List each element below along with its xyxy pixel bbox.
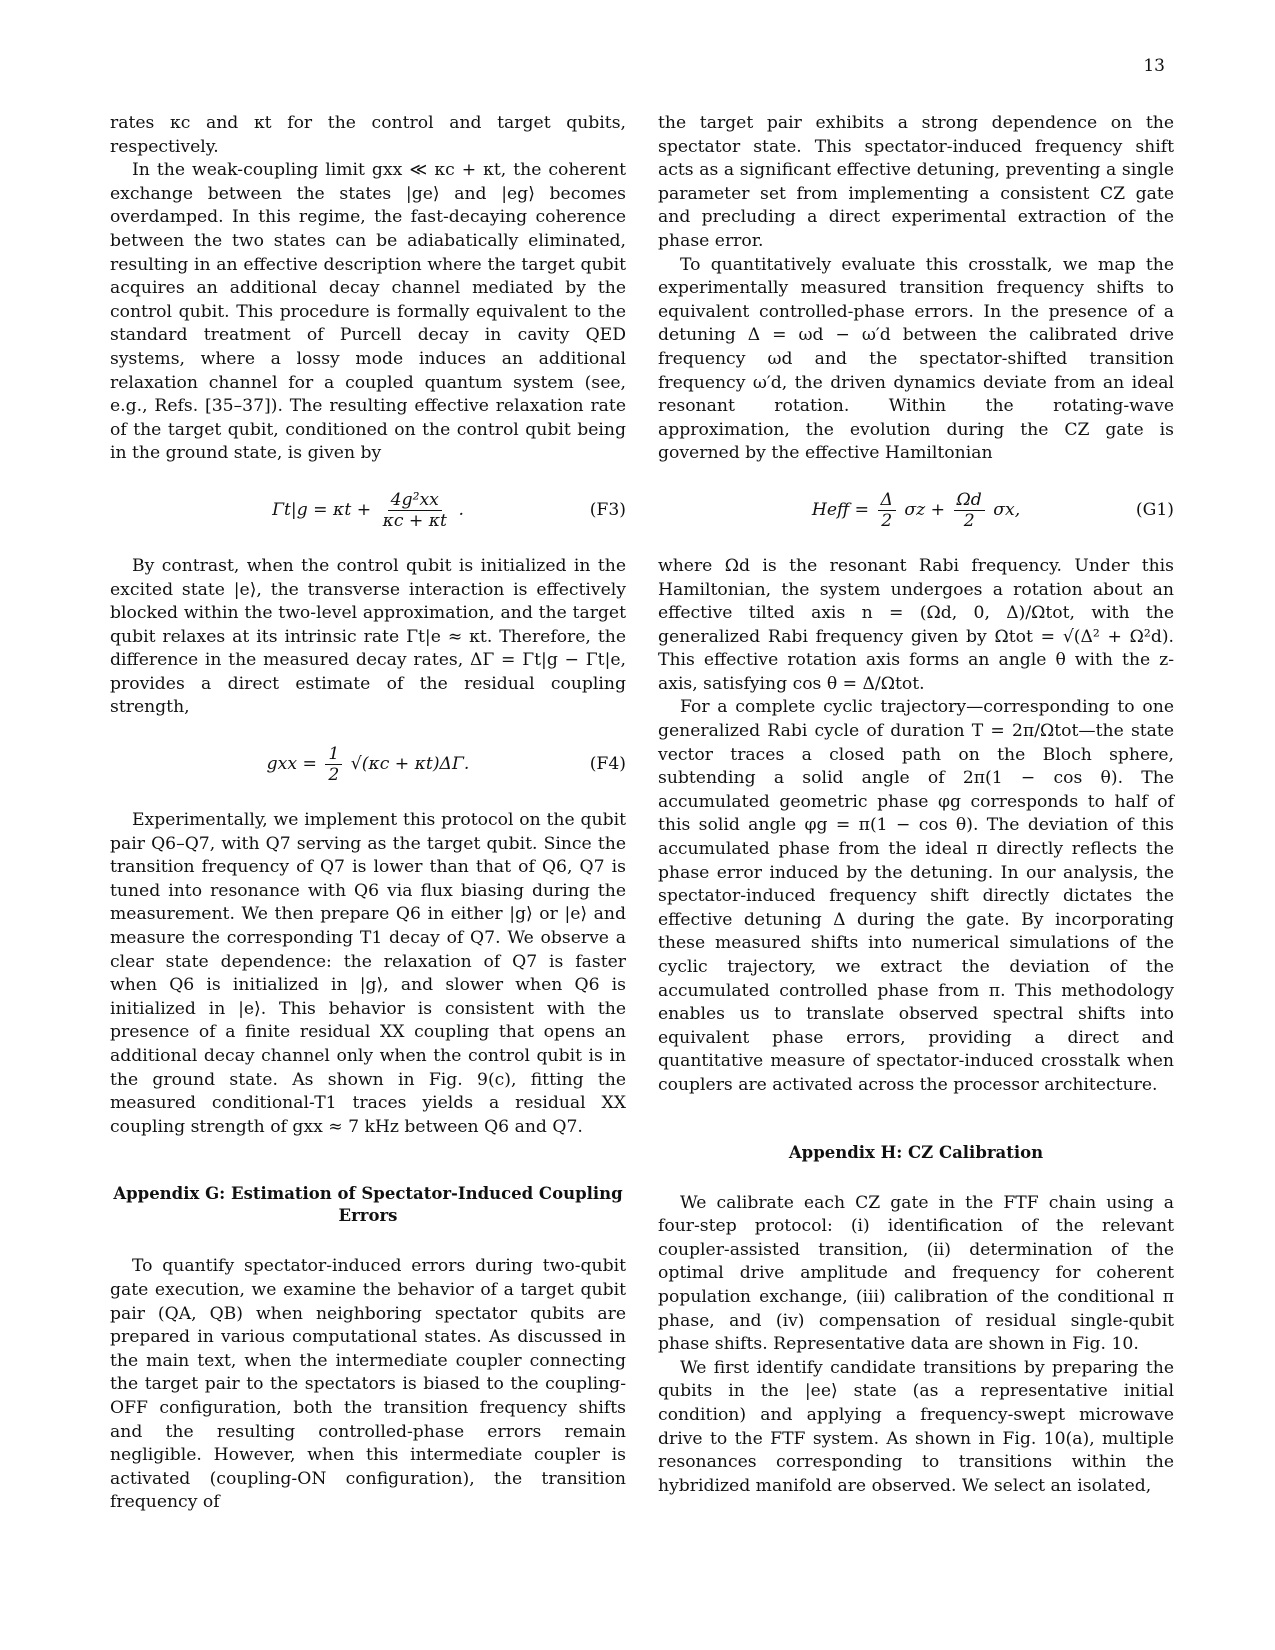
equation-number: (F3) xyxy=(589,499,626,520)
equation-middle: σz + xyxy=(904,499,946,520)
fraction xyxy=(878,490,896,531)
fraction xyxy=(954,490,985,531)
equation-body xyxy=(812,490,1020,531)
page-number: 13 xyxy=(1143,56,1165,76)
equation-tail: √(κc + κt)ΔΓ. xyxy=(350,754,470,775)
paragraph: the target pair exhibits a strong dependence on the spectator state. This spectator-induced frequency shift acts as a significant effective detuning, preventing a single parameter set from implementing a consistent CZ gate and precluding a direct experimental extraction of the phase error. xyxy=(658,113,1174,251)
paragraph: where Ωd is the resonant Rabi frequency. Under this Hamiltonian, the system undergoes a rotation about an effective tilted axis n = (Ωd, 0, Δ)/Ωtot, with the generalized Rabi frequency given by Ωtot = √(Δ² + Ω²d). This effective rotation axis forms an angle θ with the z-axis, satisfying cos θ = Δ/Ωtot. xyxy=(658,555,1174,694)
fraction-denominator: κc + κt xyxy=(382,510,447,531)
fraction-denominator: 2 xyxy=(963,510,975,531)
equation-lhs: Heff = xyxy=(811,499,870,520)
fraction xyxy=(325,744,342,785)
paragraph: Experimentally, we implement this protocol on the qubit pair Q6–Q7, with Q7 serving as the target qubit. Since the transition frequency of Q7 is lower than that of Q6, Q7 is tuned into resonance with Q6 via flux biasing during the measurement. We then prepare Q6 in either |g⟩ or |e⟩ and measure the corresponding T1 decay of Q7. We observe a clear state dependence: the relaxation of Q7 is faster when Q6 is initialized in |g⟩, and slower when Q6 is initialized in |e⟩. This behavior is consistent with the presence of a finite residual XX coupling that opens an additional decay channel only when the control qubit is in the ground state. As shown in Fig. 9(c), fitting the measured conditional-T1 traces yields a residual XX coupling strength of gxx ≈ 7 kHz between Q6 and Q7. xyxy=(110,810,626,1137)
equation-g1 xyxy=(658,490,1174,531)
left-column xyxy=(110,112,626,1515)
paragraph: We first identify candidate transitions by preparing the qubits in the |ee⟩ state (as a representative initial condition) and applying a frequency-swept microwave drive to the FTF system. As shown in Fig. 10(a), multiple resonances corresponding to transitions within the hybridized manifold are observed. We select an isolated, xyxy=(658,1357,1174,1496)
section-title-appendix-h: Appendix H: CZ Calibration xyxy=(788,1142,1044,1162)
paragraph: rates κc and κt for the control and target qubits, respectively. xyxy=(110,113,626,157)
equation-tail: . xyxy=(458,499,464,520)
equation-f4 xyxy=(110,744,626,785)
equation-lhs: Γt|g = κt + xyxy=(272,499,372,520)
fraction-denominator: 2 xyxy=(328,765,340,786)
fraction-numerator: 1 xyxy=(325,744,342,765)
fraction-denominator: 2 xyxy=(881,510,893,531)
fraction-numerator: 4g²xx xyxy=(388,490,442,511)
paragraph: To quantitatively evaluate this crosstalk, we map the experimentally measured transition frequency shifts to equivalent controlled-phase errors. In the presence of a detuning Δ = ωd − ω′d between the calibrated drive frequency ωd and the spectator-shifted transition frequency ω′d, the driven dynamics deviate from an ideal resonant rotation. Within the rotating-wave approximation, the evolution during the CZ gate is governed by the effective Hamiltonian xyxy=(658,254,1174,464)
section-title-appendix-g: Appendix G: Estimation of Spectator-Induced Coupling Errors xyxy=(113,1184,623,1226)
equation-tail: σx, xyxy=(993,499,1021,520)
equation-number: (G1) xyxy=(1135,499,1174,520)
equation-body xyxy=(272,490,464,531)
fraction-numerator: Ωd xyxy=(954,490,985,511)
fraction-numerator: Δ xyxy=(878,490,896,511)
paragraph: We calibrate each CZ gate in the FTF chain using a four-step protocol: (i) identification of the relevant coupler-assisted transition, (ii) determination of the optimal drive amplitude and frequency for coherent population exchange, (iii) calibration of the conditional π phase, and (iv) compensation of residual single-qubit phase shifts. Representative data are shown in Fig. 10. xyxy=(658,1192,1174,1355)
fraction xyxy=(380,490,450,531)
equation-f3 xyxy=(110,490,626,531)
equation-lhs: gxx = xyxy=(266,754,317,775)
equation-body xyxy=(267,744,470,785)
equation-number: (F4) xyxy=(589,753,626,774)
paragraph: For a complete cyclic trajectory—corresponding to one generalized Rabi cycle of duration T = 2π/Ωtot—the state vector traces a closed path on the Bloch sphere, subtending a solid angle of 2π(1 − cos θ). The accumulated geometric phase φg corresponds to half of this solid angle φg = π(1 − cos θ). The deviation of this accumulated phase from the ideal π directly reflects the phase error induced by the detuning. In our analysis, the spectator-induced frequency shift directly dictates the effective detuning Δ during the gate. By incorporating these measured shifts into numerical simulations of the cyclic trajectory, we extract the deviation of the accumulated controlled phase from π. This methodology enables us to translate observed spectral shifts into equivalent phase errors, providing a direct and quantitative measure of spectator-induced crosstalk when couplers are activated across the processor architecture. xyxy=(658,697,1174,1095)
right-column xyxy=(658,112,1174,1498)
paragraph: In the weak-coupling limit gxx ≪ κc + κt, the coherent exchange between the states |ge⟩ and |eg⟩ becomes overdamped. In this regime, the fast-decaying coherence between the two states can be adiabatically eliminated, resulting in an effective description where the target qubit acquires an additional decay channel mediated by the control qubit. This procedure is formally equivalent to the standard treatment of Purcell decay in cavity QED systems, where a lossy mode induces an additional relaxation channel for a coupled quantum system (see, e.g., Refs. [35–37]). The resulting effective relaxation rate of the target qubit, conditioned on the control qubit being in the ground state, is given by xyxy=(110,160,626,464)
paragraph: To quantify spectator-induced errors during two-qubit gate execution, we examine the behavior of a target qubit pair (QA, QB) when neighboring spectator qubits are prepared in various computational states. As discussed in the main text, when the intermediate coupler connecting the target pair to the spectators is biased to the coupling-OFF configuration, both the transition frequency shifts and the resulting controlled-phase errors remain negligible. However, when this intermediate coupler is activated (coupling-ON configuration), the transition frequency of xyxy=(110,1256,626,1513)
paragraph: By contrast, when the control qubit is initialized in the excited state |e⟩, the transverse interaction is effectively blocked within the two-level approximation, and the target qubit relaxes at its intrinsic rate Γt|e ≈ κt. Therefore, the difference in the measured decay rates, ΔΓ = Γt|g − Γt|e, provides a direct estimate of the residual coupling strength, xyxy=(110,555,626,718)
